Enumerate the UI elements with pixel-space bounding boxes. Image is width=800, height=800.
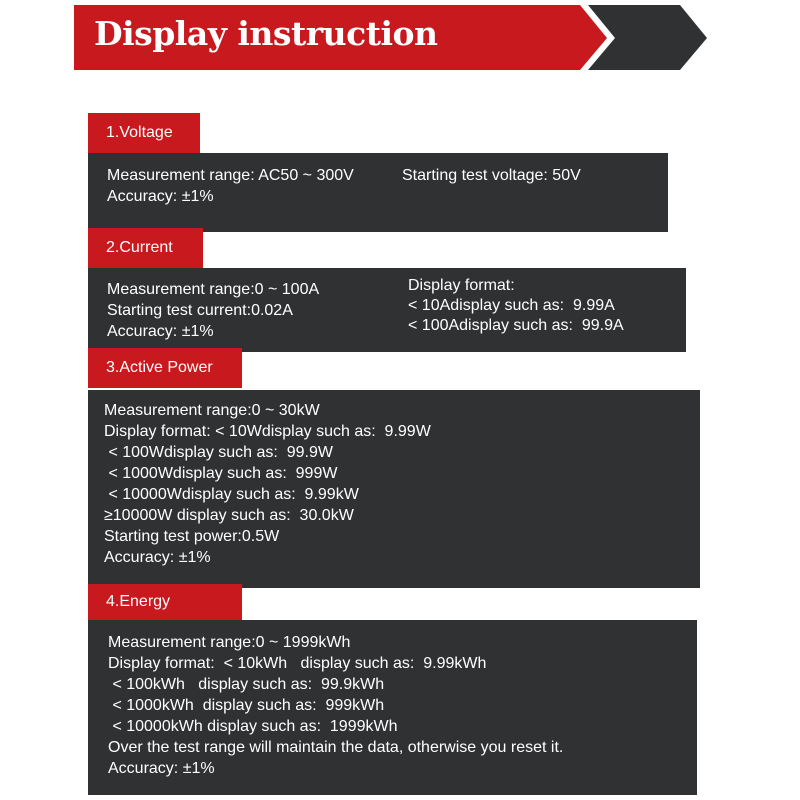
- current-line: < 100Adisplay such as: 99.9A: [408, 317, 624, 334]
- power-line: Starting test power:0.5W: [104, 528, 280, 545]
- energy-line: Measurement range:0 ~ 1999kWh: [108, 634, 351, 651]
- power-line: Measurement range:0 ~ 30kW: [104, 402, 320, 419]
- power-line: < 10000Wdisplay such as: 9.99kW: [104, 486, 359, 503]
- voltage-line: Measurement range: AC50 ~ 300V: [107, 167, 354, 184]
- power-line: Display format: < 10Wdisplay such as: 9.99W: [104, 423, 431, 440]
- section-tab-energy: 4.Energy: [88, 584, 242, 620]
- current-line: < 10Adisplay such as: 9.99A: [408, 297, 615, 314]
- voltage-line: Accuracy: ±1%: [107, 188, 214, 205]
- current-line: Starting test current:0.02A: [107, 302, 293, 319]
- power-line: < 1000Wdisplay such as: 999W: [104, 465, 338, 482]
- power-line: < 100Wdisplay such as: 99.9W: [104, 444, 333, 461]
- power-line: ≥10000W display such as: 30.0kW: [104, 507, 354, 524]
- energy-line: Accuracy: ±1%: [108, 760, 215, 777]
- current-line: Display format:: [408, 277, 515, 294]
- energy-line: Display format: < 10kWh display such as: 9.99kWh: [108, 655, 487, 672]
- energy-line: Over the test range will maintain the data, otherwise you reset it.: [108, 739, 564, 756]
- energy-line: < 1000kWh display such as: 999kWh: [108, 697, 385, 714]
- section-tab-voltage: 1.Voltage: [88, 113, 200, 153]
- current-panel: [88, 268, 686, 352]
- energy-line: < 10000kWh display such as: 1999kWh: [108, 718, 398, 735]
- voltage-panel: [88, 153, 668, 232]
- section-tab-current: 2.Current: [88, 228, 203, 268]
- page-title: Display instruction: [94, 14, 438, 53]
- energy-panel: [88, 620, 697, 795]
- voltage-line: Starting test voltage: 50V: [402, 167, 581, 184]
- current-line: Measurement range:0 ~ 100A: [107, 281, 320, 298]
- section-tab-active-power: 3.Active Power: [88, 348, 242, 388]
- active-power-panel: [88, 390, 700, 588]
- current-line: Accuracy: ±1%: [107, 323, 214, 340]
- power-line: Accuracy: ±1%: [104, 549, 211, 566]
- energy-line: < 100kWh display such as: 99.9kWh: [108, 676, 385, 693]
